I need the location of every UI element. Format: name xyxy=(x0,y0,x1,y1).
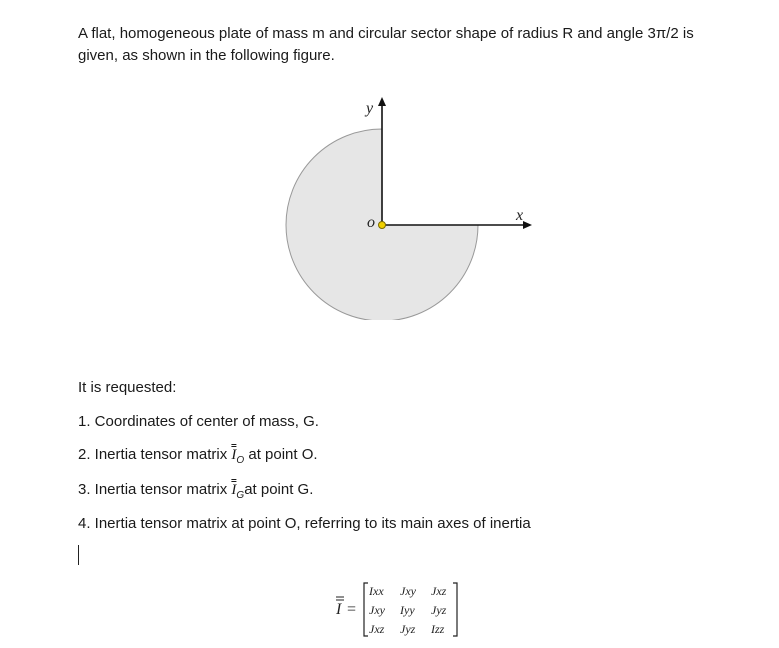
x-arrowhead xyxy=(523,221,532,229)
origin-label: o xyxy=(367,214,375,231)
matrix-equals: = xyxy=(347,601,357,618)
item-3-pre: 3. Inertia tensor matrix xyxy=(78,481,232,498)
item-1: 1. Coordinates of center of mass, G. xyxy=(78,413,319,430)
requested-heading: It is requested: xyxy=(78,379,177,396)
left-bracket xyxy=(364,583,368,636)
item-2 xyxy=(78,444,318,468)
m-r2c3: Jyz xyxy=(431,603,447,617)
m-r2c1: Jxy xyxy=(369,603,385,617)
right-bracket xyxy=(453,583,457,636)
m-r1c1: Ixx xyxy=(369,584,384,598)
item-2-pre: 2. Inertia tensor matrix xyxy=(78,446,232,463)
x-axis-label: x xyxy=(516,207,524,224)
text-cursor[interactable] xyxy=(78,545,79,565)
sector-figure xyxy=(270,90,550,320)
inertia-tensor-g-symbol: I xyxy=(231,482,237,498)
item-3 xyxy=(78,479,313,503)
item-4: 4. Inertia tensor matrix at point O, referring to its main axes of inertia xyxy=(78,515,531,532)
m-r3c1: Jxz xyxy=(369,622,385,636)
matrix-symbol: I xyxy=(336,601,342,618)
y-axis-label: y xyxy=(366,100,374,117)
y-arrowhead xyxy=(378,97,386,106)
m-r1c3: Jxz xyxy=(431,584,447,598)
m-r3c2: Jyz xyxy=(400,622,416,636)
item-3-post: at point G. xyxy=(244,481,314,498)
item-2-post: at point O. xyxy=(244,446,318,463)
m-r2c2: Iyy xyxy=(400,603,415,617)
m-r3c3: Izz xyxy=(431,622,445,636)
subscript-o: O xyxy=(236,455,245,466)
problem-intro: A flat, homogeneous plate of mass m and circular sector shape of radius R and angle 3π/2 is given, as shown in the following figure. xyxy=(78,25,694,64)
m-r1c2: Jxy xyxy=(400,584,416,598)
inertia-tensor-o-symbol: I xyxy=(231,447,237,463)
origin-point xyxy=(379,222,386,229)
inertia-matrix xyxy=(334,578,464,640)
subscript-g: G xyxy=(236,490,245,501)
